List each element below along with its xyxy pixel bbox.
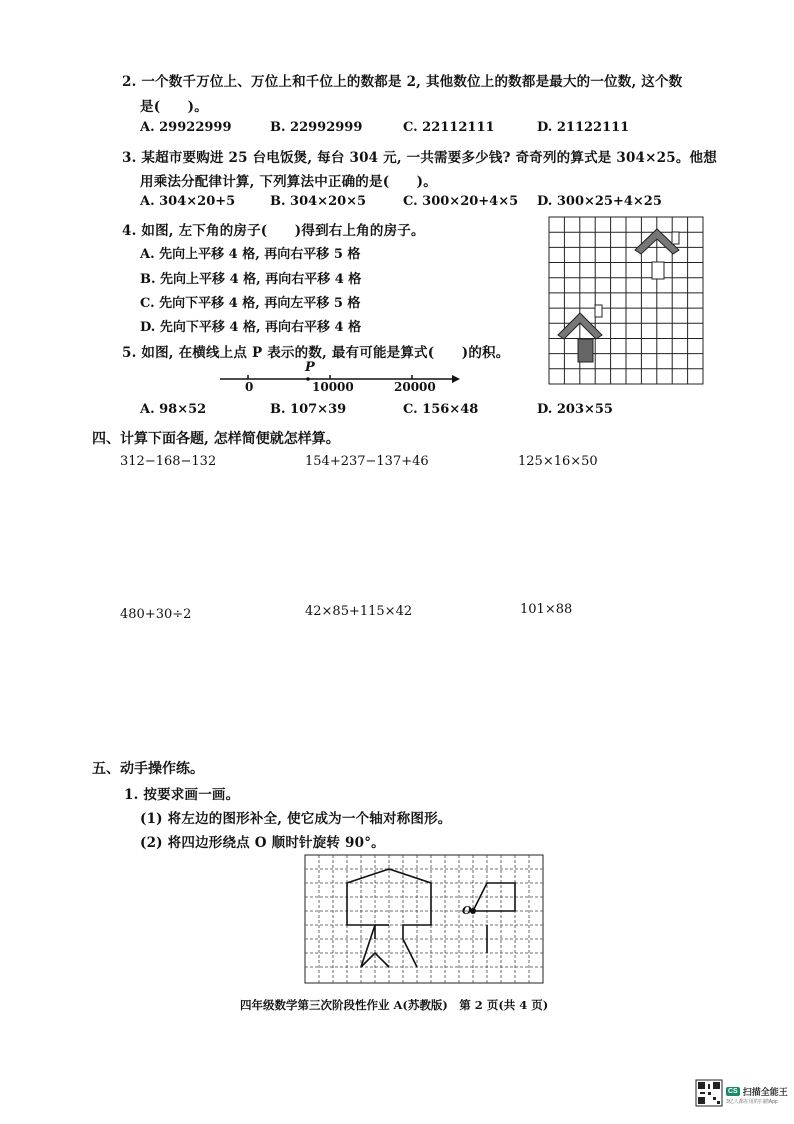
point-o-label: O xyxy=(462,904,472,917)
tick-0: 0 xyxy=(245,380,254,394)
scanner-watermark xyxy=(726,1085,788,1098)
q2-option-d: D. 21122111 xyxy=(537,120,630,135)
q5-option-a: A. 98×52 xyxy=(140,402,207,417)
section4-title: 四、计算下面各题, 怎样简便就怎样算。 xyxy=(92,431,340,447)
q3-option-d: D. 300×25+4×25 xyxy=(537,194,662,209)
cs-logo-icon: CS xyxy=(728,1088,738,1095)
calc-problem: 312−168−132 xyxy=(120,454,217,469)
q2-stem-line1: 2. 一个数千万位上、万位上和千位上的数都是 2, 其他数位上的数都是最大的一位数, 这个数 xyxy=(122,74,683,90)
calc-problem: 480+30÷2 xyxy=(120,607,192,622)
quadrilateral-figure xyxy=(473,883,515,953)
page-footer: 四年级数学第三次阶段性作业 A(苏教版) 第 2 页(共 4 页) xyxy=(240,998,549,1012)
q5-option-c: C. 156×48 xyxy=(403,402,479,417)
point-p-label: P xyxy=(305,360,315,375)
q2-stem-line2: 是( )。 xyxy=(140,99,208,115)
q2-option-b: B. 22992999 xyxy=(270,120,363,135)
calc-problem: 42×85+115×42 xyxy=(305,604,413,619)
tick-10000: 10000 xyxy=(312,380,354,394)
calc-problem: 125×16×50 xyxy=(518,454,598,469)
section5-sub1: (1) 将左边的图形补全, 使它成为一个轴对称图形。 xyxy=(140,811,452,827)
section5-sub2: (2) 将四边形绕点 O 顺时针旋转 90°。 xyxy=(140,835,385,851)
q3-option-b: B. 304×20×5 xyxy=(270,194,367,209)
drawing-grid-figure xyxy=(305,855,545,985)
q4-option-b: B. 先向上平移 4 格, 再向右平移 4 格 xyxy=(140,272,362,287)
watermark-brand: 扫描全能王 xyxy=(742,1087,788,1097)
q3-option-c: C. 300×20+4×5 xyxy=(403,194,519,209)
q3-stem-line1: 3. 某超市要购进 25 台电饭煲, 每台 304 元, 一共需要多少钱? 奇奇列的算式是 304×25。他想 xyxy=(122,150,717,166)
q4-option-d: D. 先向下平移 4 格, 再向右平移 4 格 xyxy=(140,320,362,335)
q2-option-a: A. 29922999 xyxy=(140,120,232,135)
q5-stem: 5. 如图, 在横线上点 P 表示的数, 最有可能是算式( )的积。 xyxy=(122,345,510,361)
q4-option-c: C. 先向下平移 4 格, 再向左平移 5 格 xyxy=(140,296,361,311)
section5-item1: 1. 按要求画一画。 xyxy=(124,787,240,803)
calc-problem: 101×88 xyxy=(520,602,573,617)
tick-20000: 20000 xyxy=(394,380,436,394)
house-grid-figure xyxy=(549,217,704,385)
section5-title: 五、动手操作练。 xyxy=(92,761,204,777)
qr-code-icon xyxy=(696,1080,722,1106)
q5-option-b: B. 107×39 xyxy=(270,402,347,417)
calc-problem: 154+237−137+46 xyxy=(305,454,429,469)
q2-option-c: C. 22112111 xyxy=(403,120,495,135)
watermark-sub: 3亿人都在用的扫描App xyxy=(726,1099,778,1105)
q3-stem-line2: 用乘法分配律计算, 下列算法中正确的是( )。 xyxy=(140,174,437,190)
q3-option-a: A. 304×20+5 xyxy=(140,194,236,209)
q5-option-d: D. 203×55 xyxy=(537,402,613,417)
q4-stem: 4. 如图, 左下角的房子( )得到右上角的房子。 xyxy=(122,223,425,239)
q4-option-a: A. 先向上平移 4 格, 再向右平移 5 格 xyxy=(140,247,361,262)
